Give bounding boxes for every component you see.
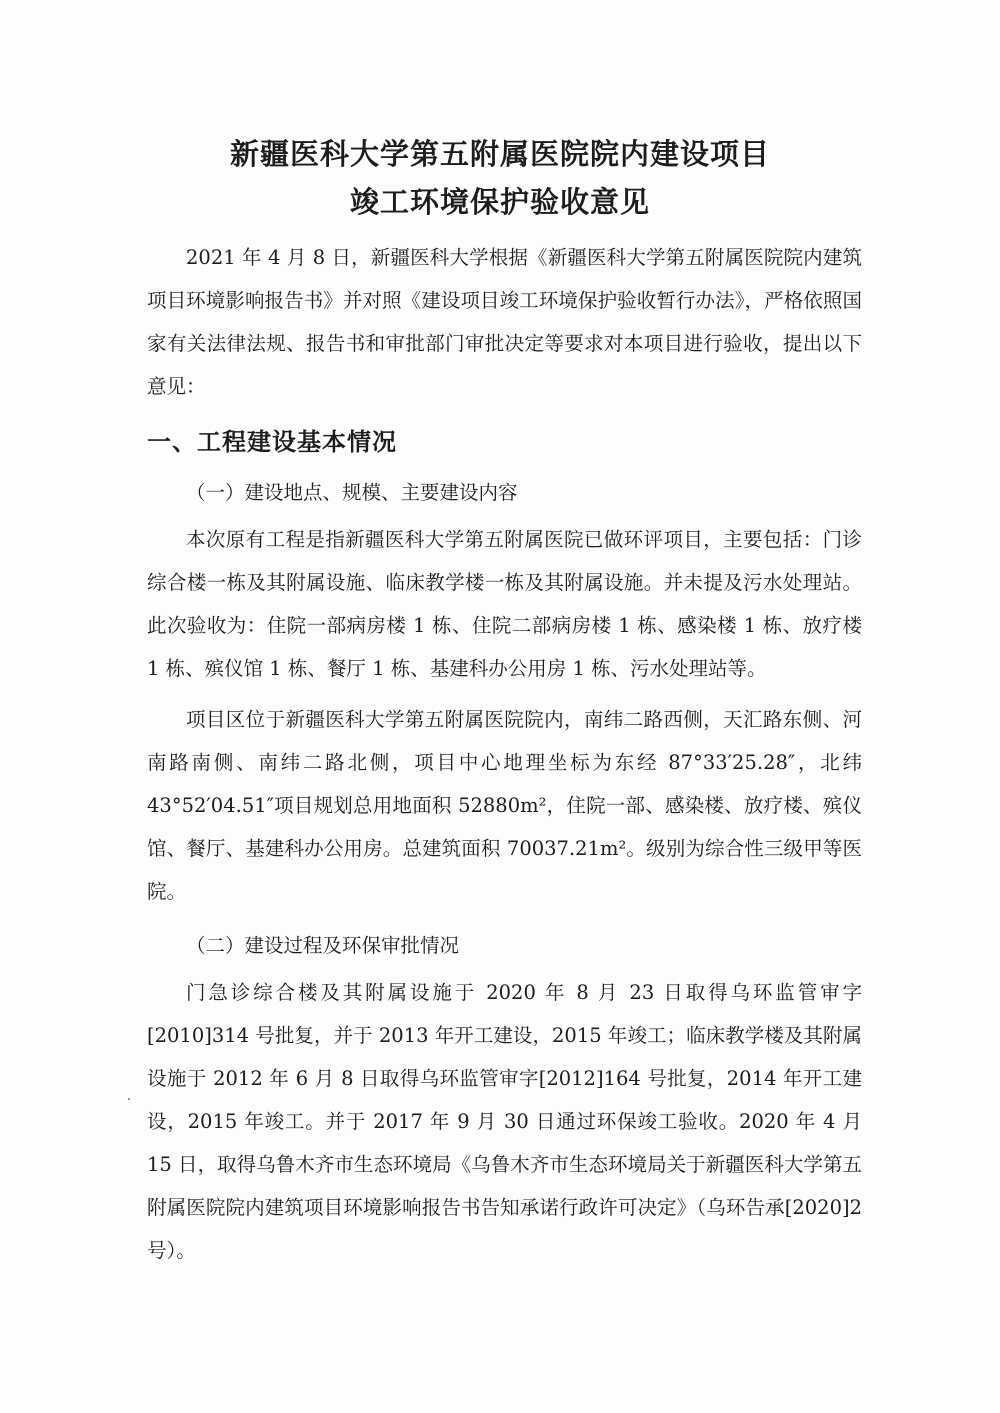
paragraph-project-location: 项目区位于新疆医科大学第五附属医院院内，南纬二路西侧，天汇路东侧、河南路南侧、南纬二路北侧，项目中心地理坐标为东经 87°33′25.28″，北纬 43°52′04.51″项目规划总用地面积 52880m²，住院一部、感染楼、放疗楼、殡仪馆、餐厅、基建科办公用房。总建筑面积 70037.21m²。级别为综合性三级甲等医院。 [147, 708, 862, 903]
document-body [147, 236, 862, 1272]
subsection-heading-2: （二）建设过程及环保审批情况 [186, 934, 460, 957]
subsection-heading-1: （一）建设地点、规模、主要建设内容 [186, 481, 518, 504]
paragraph-construction-content: 本次原有工程是指新疆医科大学第五附属医院已做环评项目，主要包括：门诊综合楼一栋及其附属设施、临床教学楼一栋及其附属设施。并未提及污水处理站。此次验收为：住院一部病房楼 1 栋、住院二部病房楼 1 栋、感染楼 1 栋、放疗楼 1 栋、殡仪馆 1 栋、餐厅 1 栋、基建科办公用房 1 栋、污水处理站等。 [147, 528, 862, 680]
scan-speck [128, 1098, 130, 1100]
document-title-line-1: 新疆医科大学第五附属医院院内建设项目 [229, 137, 770, 171]
paragraph-approval-history: 门急诊综合楼及其附属设施于 2020 年 8 月 23 日取得乌环监管审字[2010]314 号批复，并于 2013 年开工建设，2015 年竣工；临床教学楼及其附属设施于 2012 年 6 月 8 日取得乌环监管审字[2012]164 号批复，2014 年开工建设，2015 年竣工。并于 2017 年 9 月 30 日通过环保竣工验收。2020 年 4 月 15 日，取得乌鲁木齐市生态环境局《乌鲁木齐市生态环境局关于新疆医科大学第五附属医院院内建筑项目环境影响报告书告知承诺行政许可决定》（乌环告承[2020]2 号）。 [147, 981, 862, 1262]
section-heading-1: 一、工程建设基本情况 [147, 427, 397, 456]
document-title-line-2: 竣工环境保护验收意见 [349, 185, 650, 219]
intro-paragraph: 2021 年 4 月 8 日，新疆医科大学根据《新疆医科大学第五附属医院院内建筑项目环境影响报告书》并对照《建设项目竣工环境保护验收暂行办法》，严格依照国家有关法律法规、报告书和审批部门审批决定等要求对本项目进行验收，提出以下意见： [147, 246, 862, 398]
